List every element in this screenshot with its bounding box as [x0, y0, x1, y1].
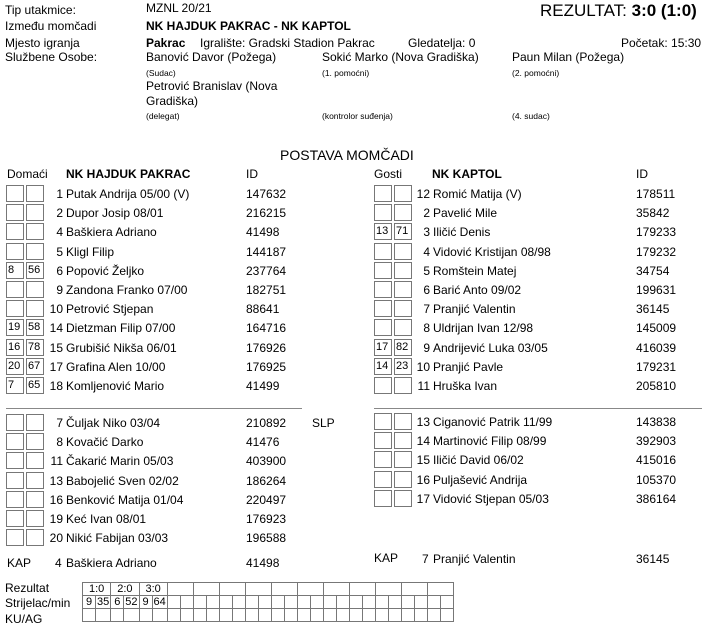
- score-cell: [375, 583, 401, 596]
- sub-minute-box[interactable]: [394, 413, 412, 430]
- player-id: 186264: [246, 473, 287, 488]
- player-number: 10: [49, 302, 63, 317]
- official-assistant1-role: (1. pomoćni): [322, 68, 370, 78]
- rezultat-label: Rezultat: [5, 581, 50, 595]
- score-cell: [193, 583, 219, 596]
- score-cell: [349, 583, 375, 596]
- sub-in-box[interactable]: [6, 491, 24, 508]
- sub-minute-box[interactable]: 78: [26, 339, 44, 356]
- official-referee-role: (Sudac): [146, 68, 176, 78]
- sub-in-box[interactable]: [374, 490, 392, 507]
- scorer-cell: [193, 596, 206, 609]
- scorer-cell: 52: [125, 596, 138, 608]
- player-number: 4: [56, 225, 63, 240]
- player-id: 41476: [246, 435, 280, 450]
- player-number: 8: [56, 435, 63, 450]
- score-cell: [219, 583, 245, 596]
- teams-label: Između momčadi: [5, 19, 97, 33]
- kuag-cell: [193, 609, 206, 622]
- player-id: 386164: [636, 491, 677, 506]
- player-number: 7: [423, 302, 430, 317]
- result-label: REZULTAT:: [540, 1, 627, 20]
- home-captain-id: 41498: [246, 556, 280, 570]
- player-name: Martinović Filip 08/99: [433, 434, 547, 449]
- kuag-cell: [388, 609, 401, 622]
- player-id: 179231: [636, 359, 677, 374]
- player-number: 4: [423, 244, 430, 259]
- player-id: 34754: [636, 263, 670, 278]
- player-number: 2: [423, 206, 430, 221]
- player-name: Barić Anto 09/02: [433, 283, 522, 297]
- sub-minute-box[interactable]: [26, 452, 44, 469]
- player-id: 176925: [246, 359, 287, 374]
- scorer-cell: [323, 596, 336, 609]
- match-type-value: MZNL 20/21: [146, 1, 212, 15]
- player-id: 216215: [246, 206, 287, 221]
- sub-in-box[interactable]: [374, 413, 392, 430]
- score-cell: [323, 583, 349, 596]
- player-id: 176923: [246, 512, 287, 526]
- player-id: 41499: [246, 379, 280, 393]
- kuag-cell: [180, 609, 193, 622]
- officials-label: Službene Osobe:: [5, 50, 98, 64]
- kuag-label: KU/AG: [5, 612, 43, 626]
- spectators: Gledatelja: 0: [408, 36, 476, 50]
- player-name: Grubišić Nikša 06/01: [66, 340, 177, 355]
- kuag-cell: [152, 609, 167, 622]
- player-number: 18: [49, 379, 63, 393]
- player-name: Vidović Kristijan 08/98: [433, 244, 551, 259]
- kuag-cell: [427, 609, 440, 622]
- sub-in-box[interactable]: 14: [374, 358, 392, 375]
- player-number: 20: [49, 531, 63, 546]
- sub-minute-box[interactable]: [26, 510, 44, 527]
- player-name: Andrijević Luka 03/05: [433, 340, 548, 355]
- score-cell: 2:0: [111, 583, 139, 596]
- venue-city: Pakrac: [146, 36, 186, 50]
- scorer-cell: [362, 596, 375, 609]
- kuag-cell: [111, 609, 124, 622]
- player-number: 6: [56, 263, 63, 278]
- sub-minute-box[interactable]: [394, 490, 412, 507]
- player-id: 143838: [636, 415, 677, 429]
- away-team-name: NK KAPTOL: [432, 167, 502, 181]
- sub-in-box[interactable]: [6, 510, 24, 527]
- player-number: 1: [56, 187, 63, 201]
- sub-minute-box[interactable]: [394, 204, 412, 221]
- kuag-cell: [232, 609, 245, 622]
- sub-minute-box[interactable]: [394, 451, 412, 468]
- player-number: 14: [416, 434, 430, 449]
- kuag-cell: [271, 609, 284, 622]
- score-cell: [167, 583, 193, 596]
- sub-in-box[interactable]: 8: [6, 262, 24, 279]
- player-number: 17: [49, 359, 63, 374]
- score-cell: [245, 583, 271, 596]
- scorer-cell: [167, 596, 180, 609]
- start-time: Početak: 15:30: [621, 36, 702, 50]
- scorer-cell: [219, 596, 232, 609]
- player-id: 210892: [246, 416, 287, 430]
- kuag-cell: [245, 609, 258, 622]
- sub-in-box[interactable]: [6, 223, 24, 240]
- sub-in-box[interactable]: [6, 300, 24, 317]
- kuag-cell: [124, 609, 139, 622]
- sub-in-box[interactable]: 7: [6, 377, 24, 394]
- kuag-cell: [336, 609, 349, 622]
- player-id: 105370: [636, 472, 677, 487]
- player-name: Komljenović Mario: [66, 379, 165, 393]
- sub-in-box[interactable]: [6, 243, 24, 260]
- sub-minute-box[interactable]: 65: [26, 377, 44, 394]
- sub-in-box[interactable]: [6, 433, 24, 450]
- sub-in-box[interactable]: [374, 243, 392, 260]
- player-name: Kligl Filip: [66, 244, 115, 259]
- scorer-cell: [401, 596, 414, 609]
- player-number: 9: [56, 283, 63, 297]
- player-name: Keć Ivan 08/01: [66, 512, 147, 526]
- scorer-cell: 35: [97, 596, 110, 608]
- player-name: Benković Matija 01/04: [66, 492, 184, 507]
- kuag-cell: [401, 609, 414, 622]
- scorer-cell: [297, 596, 310, 609]
- strijelac-label: Strijelac/min: [5, 596, 71, 610]
- home-divider: [6, 408, 302, 409]
- player-id: 237764: [246, 263, 287, 278]
- player-number: 13: [416, 415, 430, 429]
- scorer-cell: [232, 596, 245, 609]
- kuag-cell: [440, 609, 453, 622]
- player-id: 179232: [636, 244, 677, 259]
- kuag-cell: [139, 609, 152, 622]
- sub-in-box[interactable]: [374, 204, 392, 221]
- player-name: Romić Matija (V): [433, 187, 522, 201]
- sub-in-box[interactable]: [374, 451, 392, 468]
- player-name: Dupor Josip 08/01: [66, 206, 164, 221]
- player-name: Putak Andrija 05/00 (V): [66, 187, 190, 201]
- score-cell: 3:0: [139, 583, 167, 596]
- kuag-cell: [83, 609, 96, 622]
- player-number: 2: [56, 206, 63, 221]
- player-name: Čakarić Marin 05/03: [66, 454, 174, 469]
- player-id: 144187: [246, 244, 287, 259]
- away-id-label: ID: [636, 167, 648, 181]
- scorer-cell: [427, 596, 440, 609]
- player-number: 14: [49, 321, 63, 336]
- scorer-cell: [440, 596, 453, 609]
- player-name: Zandona Franko 07/00: [66, 283, 188, 297]
- result-box: [540, 1, 697, 21]
- player-id: 403900: [246, 454, 287, 469]
- official-assistant2-name: Paun Milan (Požega): [512, 50, 625, 64]
- player-number: 5: [56, 244, 63, 259]
- player-name: Nikić Fabijan 03/03: [66, 531, 169, 546]
- sub-minute-box[interactable]: [394, 281, 412, 298]
- teams-value: NK HAJDUK PAKRAC - NK KAPTOL: [146, 19, 351, 33]
- sub-minute-box[interactable]: [394, 319, 412, 336]
- sub-minute-box[interactable]: [26, 414, 44, 431]
- player-name: Baškiera Adriano: [66, 225, 157, 240]
- score-grid: [82, 582, 454, 622]
- player-name: Grafina Alen 10/00: [66, 359, 166, 374]
- sub-minute-box[interactable]: [26, 300, 44, 317]
- away-captain-num: 7: [422, 552, 429, 566]
- scorer-cell: [310, 596, 323, 609]
- scorer-cell: [388, 596, 401, 609]
- sub-in-box[interactable]: [6, 281, 24, 298]
- scorer-cell: [258, 596, 271, 609]
- player-number: 13: [49, 473, 63, 488]
- player-number: 7: [56, 416, 63, 430]
- sub-in-box[interactable]: [374, 471, 392, 488]
- player-name: Kovačić Darko: [66, 435, 144, 450]
- official-referee-name: Banović Davor (Požega): [146, 50, 277, 64]
- score-row: [83, 583, 454, 596]
- player-number: 5: [423, 263, 430, 278]
- player-name: Hruška Ivan: [433, 379, 498, 393]
- away-captain-name: Pranjić Valentin: [433, 552, 516, 566]
- home-team-name: NK HAJDUK PAKRAC: [66, 167, 191, 181]
- slp-label: SLP: [312, 416, 335, 430]
- venue-detail: Igralište: Gradski Stadion Pakrac: [200, 36, 375, 50]
- player-name: Popović Željko: [66, 263, 145, 278]
- sub-minute-box[interactable]: [26, 185, 44, 202]
- player-id: 41498: [246, 225, 280, 240]
- away-captain-id: 36145: [636, 552, 670, 566]
- sub-minute-box[interactable]: [394, 243, 412, 260]
- sub-minute-box[interactable]: [394, 432, 412, 449]
- kuag-cell: [284, 609, 297, 622]
- player-id: 164716: [246, 321, 287, 336]
- official-delegate-name-cont: Gradiška): [146, 94, 199, 108]
- sub-minute-box[interactable]: [26, 491, 44, 508]
- player-number: 3: [423, 225, 430, 240]
- sub-minute-box[interactable]: 23: [394, 358, 412, 375]
- kuag-cell: [297, 609, 310, 622]
- scorer-cell: [375, 596, 388, 609]
- sub-minute-box[interactable]: [26, 243, 44, 260]
- scorer-cell: [414, 596, 427, 609]
- player-id: 220497: [246, 492, 287, 507]
- sub-minute-box[interactable]: 82: [394, 339, 412, 356]
- sub-in-box[interactable]: 13: [374, 223, 392, 240]
- player-name: Petrović Stjepan: [66, 302, 154, 317]
- player-name: Babojelić Sven 02/02: [66, 473, 179, 488]
- player-number: 16: [416, 472, 430, 487]
- player-name: Iličić David 06/02: [433, 453, 524, 468]
- player-id: 415016: [636, 453, 677, 468]
- scorer-cell: 6: [111, 596, 124, 609]
- player-number: 11: [417, 379, 430, 393]
- scorer-cell: [284, 596, 297, 609]
- away-divider: [374, 408, 702, 409]
- official-fourth-role: (4. sudac): [512, 111, 550, 121]
- official-delegate-name: Petrović Branislav (Nova: [146, 79, 278, 93]
- sub-in-box[interactable]: [6, 185, 24, 202]
- sub-minute-box[interactable]: [394, 300, 412, 317]
- player-id: 145009: [636, 321, 677, 336]
- sub-in-box[interactable]: [374, 319, 392, 336]
- score-cell: [297, 583, 323, 596]
- player-number: 8: [423, 321, 430, 336]
- scorer-cell: 64: [153, 596, 166, 608]
- player-name: Pranjić Pavle: [433, 359, 504, 374]
- player-id: 176926: [246, 340, 287, 355]
- sub-minute-box[interactable]: 67: [26, 358, 44, 375]
- home-side-label: Domaći: [7, 167, 48, 181]
- official-controller-role: (kontrolor suđenja): [322, 111, 393, 121]
- sub-minute-box[interactable]: [26, 223, 44, 240]
- player-id: 36145: [636, 302, 670, 317]
- sub-minute-box[interactable]: 56: [26, 262, 44, 279]
- player-id: 179233: [636, 225, 677, 240]
- player-name: Vidović Stjepan 05/03: [433, 491, 549, 506]
- sub-in-box[interactable]: [374, 432, 392, 449]
- kuag-cell: [375, 609, 388, 622]
- scorer-cell: [180, 596, 193, 609]
- player-id: 392903: [636, 434, 677, 449]
- sub-minute-box[interactable]: [394, 471, 412, 488]
- away-captain-label: KAP: [374, 551, 399, 565]
- sub-in-box[interactable]: 17: [374, 339, 392, 356]
- official-assistant1-name: Sokić Marko (Nova Gradiška): [322, 50, 479, 64]
- player-name: Uldrijan Ivan 12/98: [433, 321, 534, 336]
- sub-in-box[interactable]: [374, 262, 392, 279]
- scorer-cell: 9: [83, 596, 96, 609]
- sub-minute-box[interactable]: [394, 262, 412, 279]
- sub-in-box[interactable]: [374, 300, 392, 317]
- match-type-label: Tip utakmice:: [5, 3, 76, 17]
- kuag-cell: [362, 609, 375, 622]
- away-side-label: Gosti: [374, 167, 403, 181]
- player-name: Ciganović Patrik 11/99: [433, 415, 553, 429]
- result-value: 3:0 (1:0): [631, 1, 697, 20]
- kuag-cell: [414, 609, 427, 622]
- official-assistant2-role: (2. pomoćni): [512, 68, 560, 78]
- scorer-cell: 9: [139, 596, 152, 609]
- player-number: 15: [49, 340, 63, 355]
- player-name: Iličić Denis: [433, 225, 491, 240]
- player-id: 182751: [246, 283, 287, 297]
- player-number: 12: [416, 187, 430, 201]
- player-number: 17: [416, 491, 430, 506]
- kuag-cell: [96, 609, 111, 622]
- sub-in-box[interactable]: [6, 204, 24, 221]
- sub-in-box[interactable]: 20: [6, 358, 24, 375]
- sub-in-box[interactable]: 19: [6, 319, 24, 336]
- sub-minute-box[interactable]: 58: [26, 319, 44, 336]
- sub-in-box[interactable]: 16: [6, 339, 24, 356]
- kuag-cell: [349, 609, 362, 622]
- player-id: 88641: [246, 302, 280, 317]
- player-name: Puljašević Andrija: [433, 472, 528, 487]
- sub-minute-box[interactable]: 71: [394, 223, 412, 240]
- scorer-row: [83, 596, 454, 609]
- player-id: 178511: [636, 187, 676, 201]
- sub-minute-box[interactable]: [26, 204, 44, 221]
- sub-in-box[interactable]: [6, 452, 24, 469]
- kuag-cell: [323, 609, 336, 622]
- kuag-cell: [310, 609, 323, 622]
- player-name: Čuljak Niko 03/04: [66, 416, 161, 430]
- sub-minute-box[interactable]: [26, 281, 44, 298]
- sub-in-box[interactable]: [374, 377, 392, 394]
- home-captain-label: KAP: [7, 556, 32, 570]
- player-name: Dietzman Filip 07/00: [66, 321, 176, 336]
- kuag-cell: [206, 609, 219, 622]
- scorer-cell: [206, 596, 219, 609]
- player-name: Pranjić Valentin: [433, 302, 516, 317]
- sub-in-box[interactable]: [6, 529, 24, 546]
- sub-minute-box[interactable]: [26, 472, 44, 489]
- venue-label: Mjesto igranja: [5, 36, 80, 50]
- sub-minute-box[interactable]: [394, 377, 412, 394]
- home-id-label: ID: [246, 167, 258, 181]
- sub-in-box[interactable]: [374, 281, 392, 298]
- scorer-cell: [336, 596, 349, 609]
- home-captain-name: Baškiera Adriano: [66, 556, 157, 570]
- player-id: 147632: [246, 187, 287, 201]
- score-cell: [427, 583, 453, 596]
- kuag-cell: [219, 609, 232, 622]
- player-number: 10: [416, 359, 430, 374]
- score-cell: [401, 583, 427, 596]
- player-id: 196588: [246, 531, 287, 546]
- kuag-cell: [258, 609, 271, 622]
- sub-in-box[interactable]: [374, 185, 392, 202]
- sub-in-box[interactable]: [6, 472, 24, 489]
- score-cell: 1:0: [83, 583, 111, 596]
- player-number: 11: [50, 454, 63, 469]
- player-number: 19: [49, 512, 63, 526]
- player-id: 416039: [636, 340, 677, 355]
- scorer-cell: [271, 596, 284, 609]
- home-captain-num: 4: [55, 556, 62, 570]
- player-id: 205810: [636, 379, 677, 393]
- player-name: Romštein Matej: [433, 263, 517, 278]
- sub-minute-box[interactable]: [26, 433, 44, 450]
- player-name: Pavelić Mile: [433, 206, 498, 221]
- kuag-cell: [167, 609, 180, 622]
- player-number: 6: [423, 283, 430, 297]
- scorer-cell: [349, 596, 362, 609]
- player-id: 199631: [636, 283, 677, 297]
- sub-minute-box[interactable]: [26, 529, 44, 546]
- sub-in-box[interactable]: [6, 414, 24, 431]
- score-cell: [271, 583, 297, 596]
- player-number: 9: [423, 340, 430, 355]
- player-number: 15: [416, 453, 430, 468]
- section-title: POSTAVA MOMČADI: [280, 147, 414, 163]
- official-delegate-role: (delegat): [146, 111, 180, 121]
- player-id: 35842: [636, 206, 670, 221]
- sub-minute-box[interactable]: [394, 185, 412, 202]
- kuag-row: [83, 609, 454, 622]
- scorer-cell: [245, 596, 258, 609]
- player-number: 16: [49, 492, 63, 507]
